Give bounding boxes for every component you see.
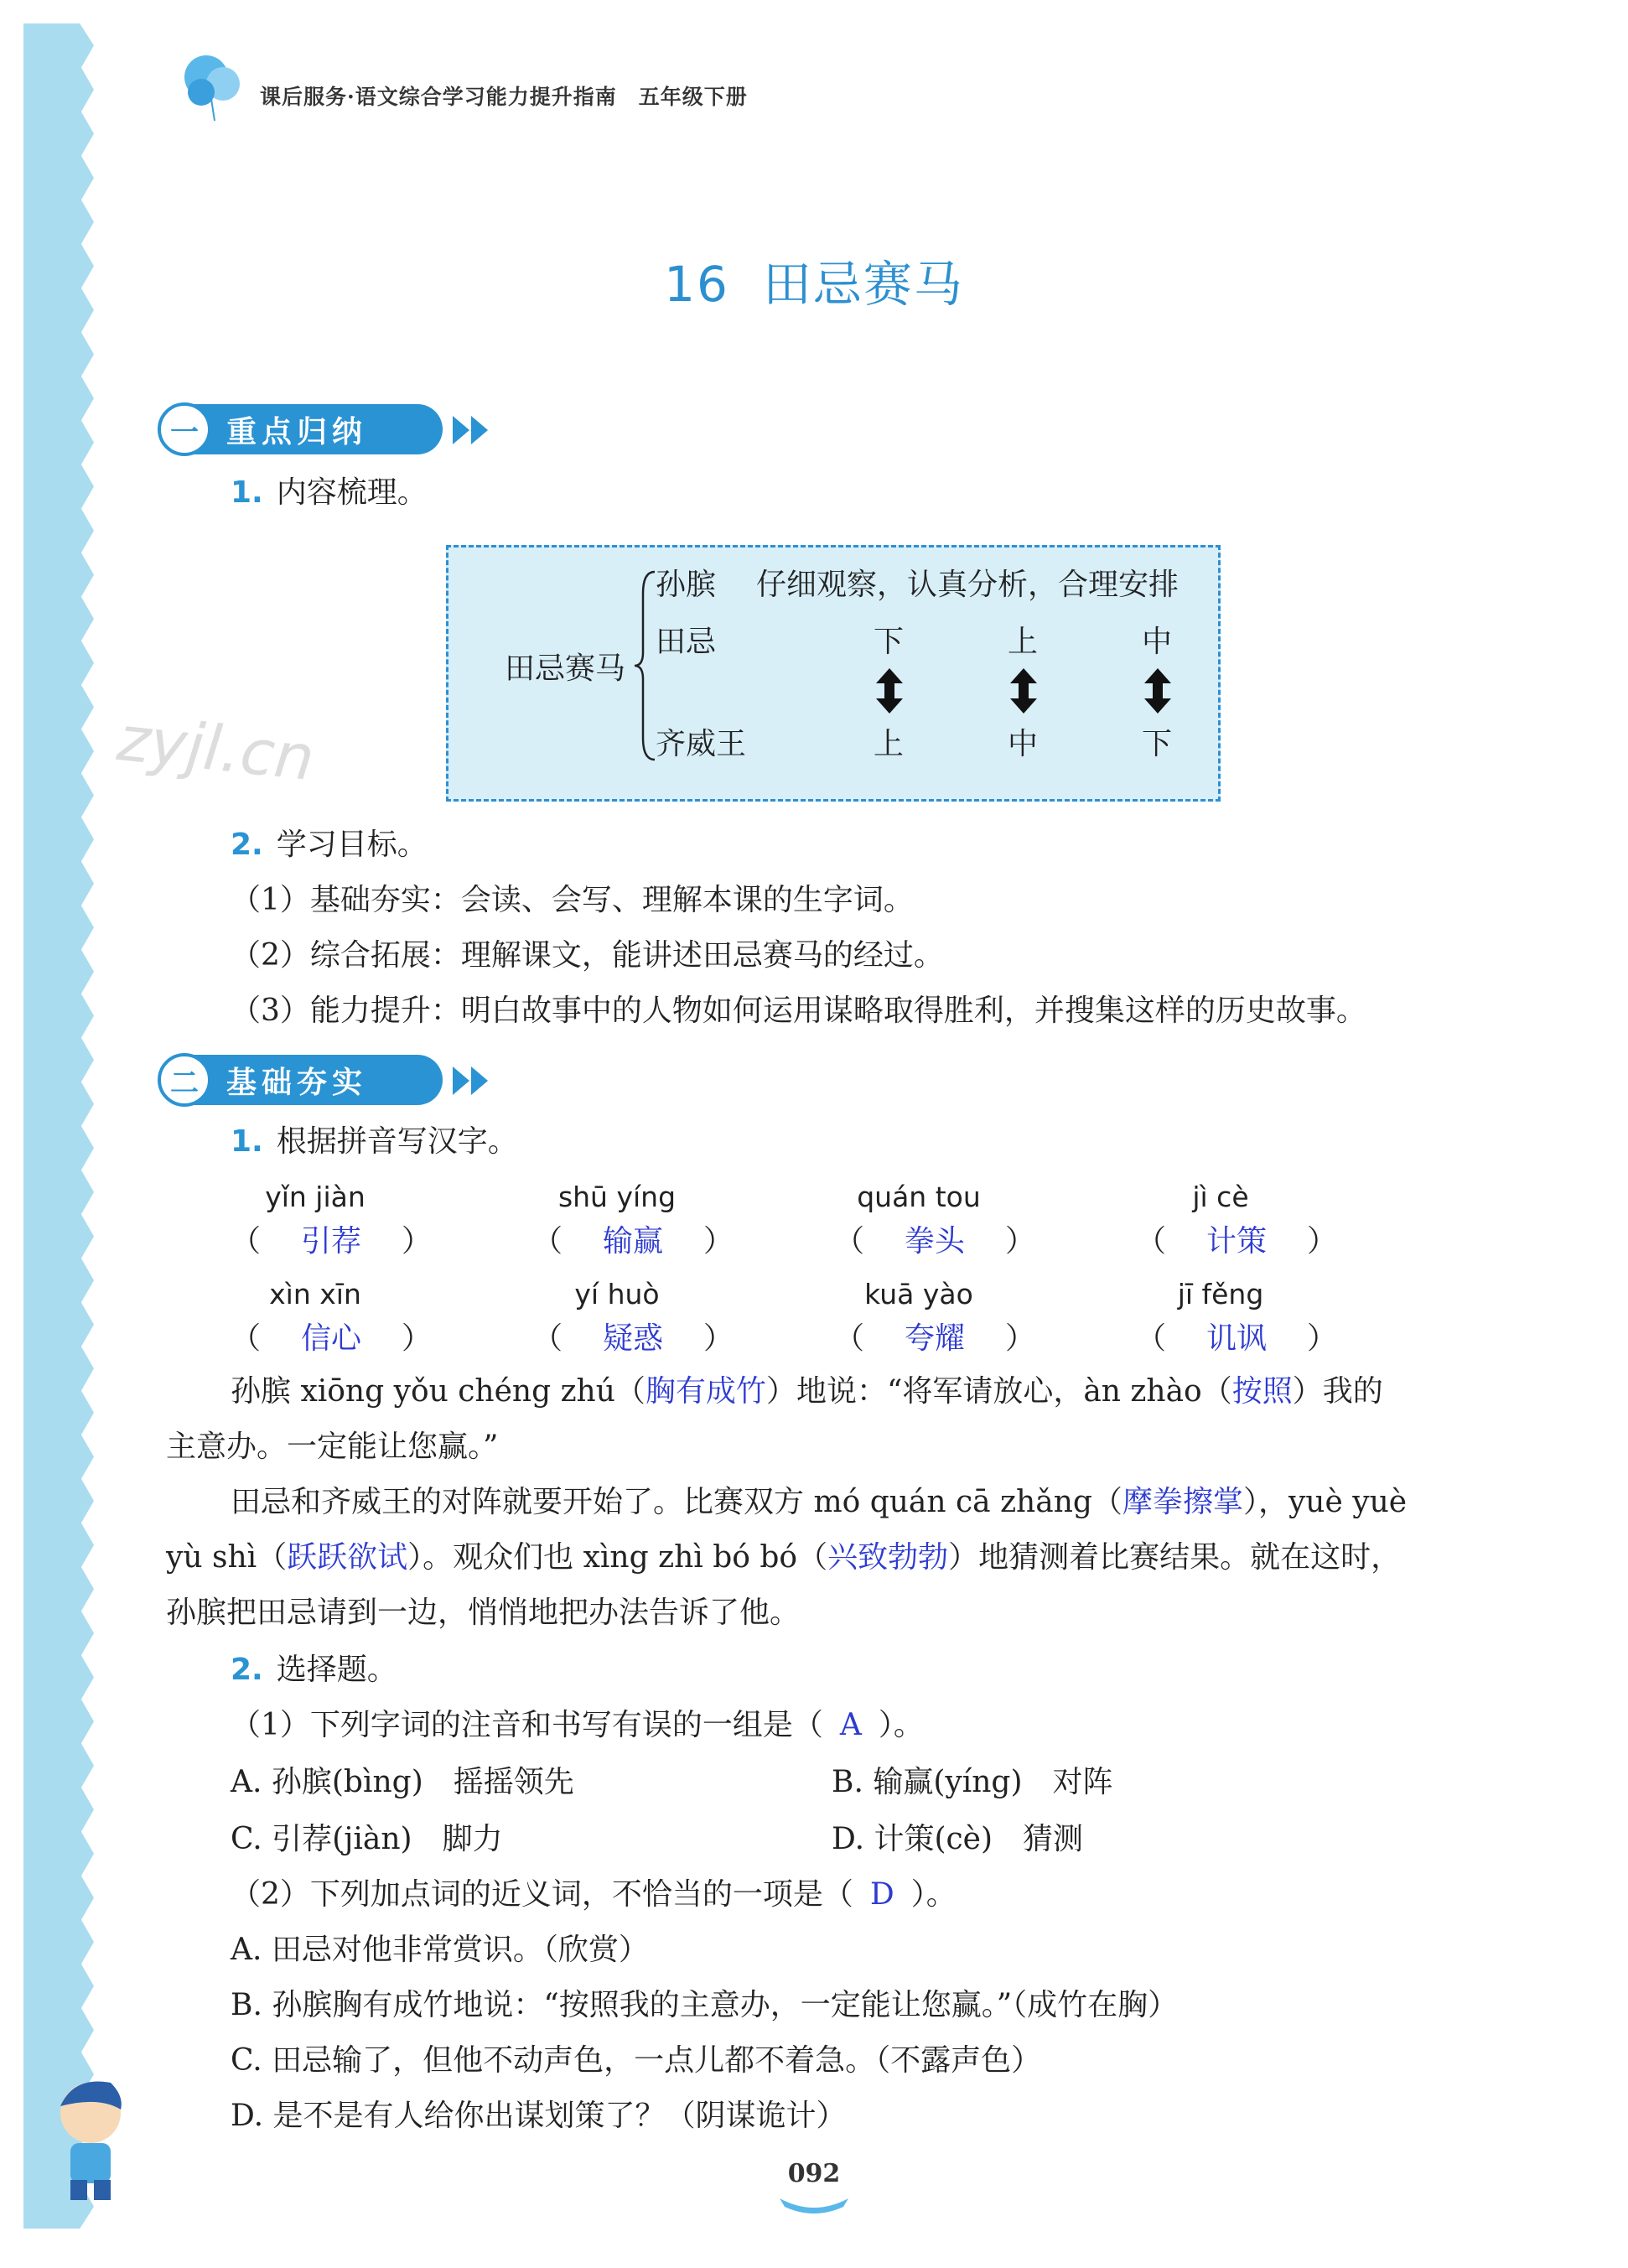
paragraph-2-line-3: 孙膑把田忌请到一边，悄悄地把办法告诉了他。 <box>166 1596 801 1630</box>
section-1-header <box>166 404 443 454</box>
page-number-ribbon-icon <box>776 2195 852 2214</box>
lesson-name: 田忌赛马 <box>762 256 964 313</box>
section-2-header <box>166 1055 443 1105</box>
question-1-option-b: B. 输赢(yíng) 对阵 <box>832 1765 1113 1799</box>
paragraph-2-line-1: 田忌和齐威王的对阵就要开始了。比赛双方 mó quán cā zhǎng（摩拳擦掌），yuè yuè <box>231 1485 1408 1519</box>
lesson-title <box>0 245 1628 315</box>
answer-box-8: （ 讥讽 ） <box>1136 1321 1337 1356</box>
question-2-option-c: C. 田忌输了，但他不动声色，一点儿都不着急。（不露声色） <box>231 2043 1042 2078</box>
section-2-title: 基础夯实 <box>226 1065 368 1100</box>
diagram-r2-c1: 下 <box>874 625 905 659</box>
answer-box-5: （ 信心 ） <box>231 1321 432 1356</box>
paragraph-2-line-2: yù shì（跃跃欲试）。观众们也 xìng zhì bó bó（兴致勃勃）地猜测着比赛结果。就在这时， <box>166 1540 1402 1575</box>
answer-box-7: （ 夸耀 ） <box>834 1321 1035 1356</box>
question-2-option-d: D. 是不是有人给你出谋划策了？（阴谋诡计） <box>231 2099 847 2133</box>
updown-arrow-icon <box>1008 668 1039 714</box>
diagram-r3-c3: 下 <box>1142 727 1173 761</box>
pinyin-3: quán tou <box>857 1181 981 1213</box>
s2-item-1: 1. 根据拼音写汉字。 <box>231 1124 518 1159</box>
section-1-badge: 一 <box>158 402 211 456</box>
answer-box-4: （ 计策 ） <box>1136 1224 1337 1259</box>
diagram-root: 田忌赛马 <box>505 651 626 686</box>
s1-item-2: 2. 学习目标。 <box>231 828 428 862</box>
pinyin-6: yí huò <box>574 1278 660 1310</box>
pinyin-4: jì cè <box>1192 1181 1249 1213</box>
s1-item-1: 1. 内容梳理。 <box>231 475 428 510</box>
updown-arrow-icon <box>874 668 905 714</box>
watermark: zyjl.cn <box>114 702 318 796</box>
paragraph-1-line-1: 孙膑 xiōng yǒu chéng zhú（胸有成竹）地说：“将军请放心，àn zhào（按照）我的 <box>231 1374 1383 1409</box>
s2-item-2: 2. 选择题。 <box>231 1653 397 1687</box>
question-2-stem: （2）下列加点词的近义词，不恰当的一项是（ D ）。 <box>231 1877 957 1912</box>
question-1-option-d: D. 计策(cè) 猜测 <box>832 1822 1084 1856</box>
pinyin-8: jī fěng <box>1177 1278 1264 1310</box>
goal-3: （3）能力提升：明白故事中的人物如何运用谋略取得胜利，并搜集这样的历史故事。 <box>231 994 1366 1028</box>
question-1-stem: （1）下列字词的注音和书写有误的一组是（ A ）。 <box>231 1708 924 1742</box>
balloon-logo-icon <box>178 49 245 124</box>
pinyin-1: yǐn jiàn <box>265 1181 366 1213</box>
answer-box-2: （ 输赢 ） <box>532 1224 734 1259</box>
section-1-title: 重点归纳 <box>226 414 368 449</box>
question-2-option-b: B. 孙膑胸有成竹地说：“按照我的主意办，一定能让您赢。”（成竹在胸） <box>231 1988 1179 2022</box>
goal-1: （1）基础夯实：会读、会写、理解本课的生字词。 <box>231 883 914 917</box>
question-1-option-c: C. 引荐(jiàn) 脚力 <box>231 1822 503 1856</box>
diagram-brace-icon <box>633 568 658 763</box>
section-2-badge: 二 <box>158 1053 211 1107</box>
decorative-sidebar <box>23 23 94 2229</box>
answer-box-6: （ 疑惑 ） <box>532 1321 734 1356</box>
lesson-number: 16 <box>664 256 729 313</box>
diagram-row1-name: 孙膑 <box>656 568 717 602</box>
diagram-r3-c2: 中 <box>1008 727 1039 761</box>
pinyin-2: shū yíng <box>557 1181 677 1213</box>
double-arrow-icon <box>453 1067 491 1095</box>
pinyin-5: xìn xīn <box>269 1278 361 1310</box>
page-number: 092 <box>787 2159 841 2188</box>
pinyin-7: kuā yào <box>864 1278 973 1310</box>
diagram-row3-name: 齐威王 <box>656 727 747 761</box>
diagram-row1-text: 仔细观察，认真分析，合理安排 <box>756 568 1180 602</box>
goal-2: （2）综合拓展：理解课文，能讲述田忌赛马的经过。 <box>231 938 944 973</box>
diagram-r3-c1: 上 <box>874 727 905 761</box>
answer-box-3: （ 拳头 ） <box>834 1224 1035 1259</box>
diagram-r2-c2: 上 <box>1008 625 1039 659</box>
updown-arrow-icon <box>1143 668 1173 714</box>
question-2-option-a: A. 田忌对他非常赏识。（欣赏） <box>231 1933 649 1967</box>
answer-box-1: （ 引荐 ） <box>231 1224 432 1259</box>
diagram-row2-name: 田忌 <box>656 625 717 659</box>
header-text: 课后服务·语文综合学习能力提升指南 五年级下册 <box>260 85 748 109</box>
diagram-r2-c3: 中 <box>1142 625 1173 659</box>
question-1-option-a: A. 孙膑(bìng) 摇摇领先 <box>231 1765 574 1799</box>
double-arrow-icon <box>453 416 491 444</box>
paragraph-1-line-2: 主意办。一定能让您赢。” <box>166 1430 499 1464</box>
